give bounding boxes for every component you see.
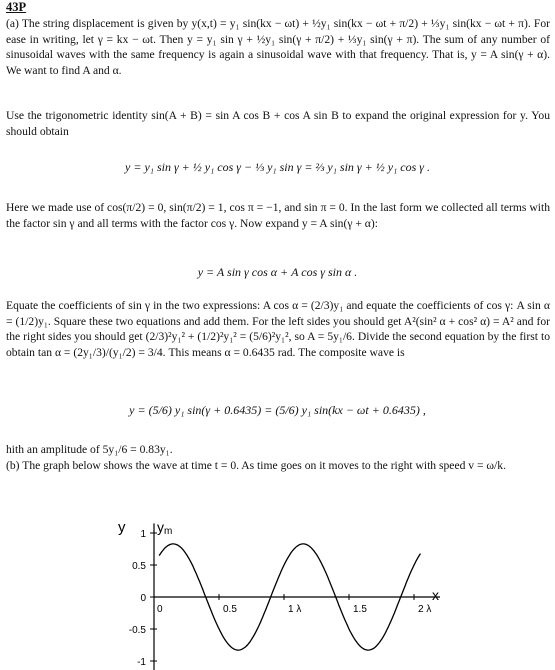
y-tick-label: 1 [140, 529, 146, 540]
equation-composite: y = (5/6) y₁ sin(γ + 0.6435) = (5/6) y₁ sin(kx − ωt + 0.6435) , [129, 403, 426, 417]
y-max-label-sub: m [164, 526, 173, 537]
x-tick-label: 1.5 [353, 604, 367, 615]
x-tick-label: 0 [157, 604, 163, 615]
y-tick-label: -1 [137, 657, 146, 668]
equation-general: y = A sin γ cos α + A cos γ sin α . [197, 265, 358, 279]
equation-expanded: y = y₁ sin γ + ½ y₁ cos γ − ⅓ y₁ sin γ = ⅔ y₁ sin γ + ½ y₁ cos γ . [125, 160, 430, 174]
y-tick-label: 0.5 [132, 561, 146, 572]
part-b-label: (b) [6, 459, 20, 472]
paragraph-identity: Use the trigonometric identity sin(A + B) = sin A cos B + cos A sin B to expand the original expression for y. You should obtain [6, 109, 550, 138]
y-max-label-main: y [157, 519, 164, 535]
paragraph-graph-text: The graph below shows the wave at time t = 0. As time goes on it moves to the right with speed v = ω/k. [22, 459, 506, 472]
x-tick-label: 0.5 [223, 604, 237, 615]
paragraph-coefficients: Equate the coefficients of sin γ in the two expressions: A cos α = (2/3)y₁ and equate the coefficients of cos γ: A sin α = (1/2)y₁. Square these two equations and add them. For the left sides you should get A²(sin² α + cos² α) = A² and for the right sides you should get (2/3)²y₁² + (1/2)²y₁² = (5/6)²y₁², so A = 5y₁/6. Divide the second equation by the first to obtain tan α = (2y₁/3)/(y₁/2) = 3/4. This means α = 0.6435 rad. The composite wave is [6, 299, 550, 359]
paragraph-trig-values: Here we made use of cos(π/2) = 0, sin(π/2) = 1, cos π = −1, and sin π = 0. In the last form we collected all terms with the factor sin γ and all terms with the factor cos γ. Now expand y = A sin(γ + α): [6, 201, 550, 230]
x-tick-label: 1 λ [288, 604, 302, 615]
part-a-label: (a) [6, 17, 19, 30]
y-tick-label: 0 [140, 593, 146, 604]
x-tick-label: 2 λ [418, 604, 432, 615]
chart-ticks [129, 529, 432, 668]
y-axis-label: y [118, 519, 126, 536]
paragraph-amplitude: hith an amplitude of 5y₁/6 = 0.83y₁. [6, 443, 173, 456]
x-axis-label: x [432, 587, 439, 603]
paragraph-intro-text: The string displacement is given by y(x,t) = y₁ sin(kx − ωt) + ½y₁ sin(kx − ωt + π/2) + ⅓y₁ sin(kx − ωt + π). For ease in writing, let γ = kx − ωt. Then y = y₁ sin γ + ½y₁ sin(γ + π/2) + ⅓y₁ sin(γ + π). The sum of any number of sinusoidal waves with the same frequency is again a sinusoidal wave with that frequency. That is, y = A sin(γ + α). We want to find A and α. [6, 17, 550, 77]
chart-axes [154, 523, 440, 670]
y-tick-label: -0.5 [128, 625, 146, 636]
problem-number: 43P [6, 0, 27, 14]
y-max-label [157, 519, 172, 537]
paragraph-intro [6, 16, 550, 78]
paragraph-graph-intro [6, 458, 550, 474]
wave-chart [0, 510, 555, 670]
